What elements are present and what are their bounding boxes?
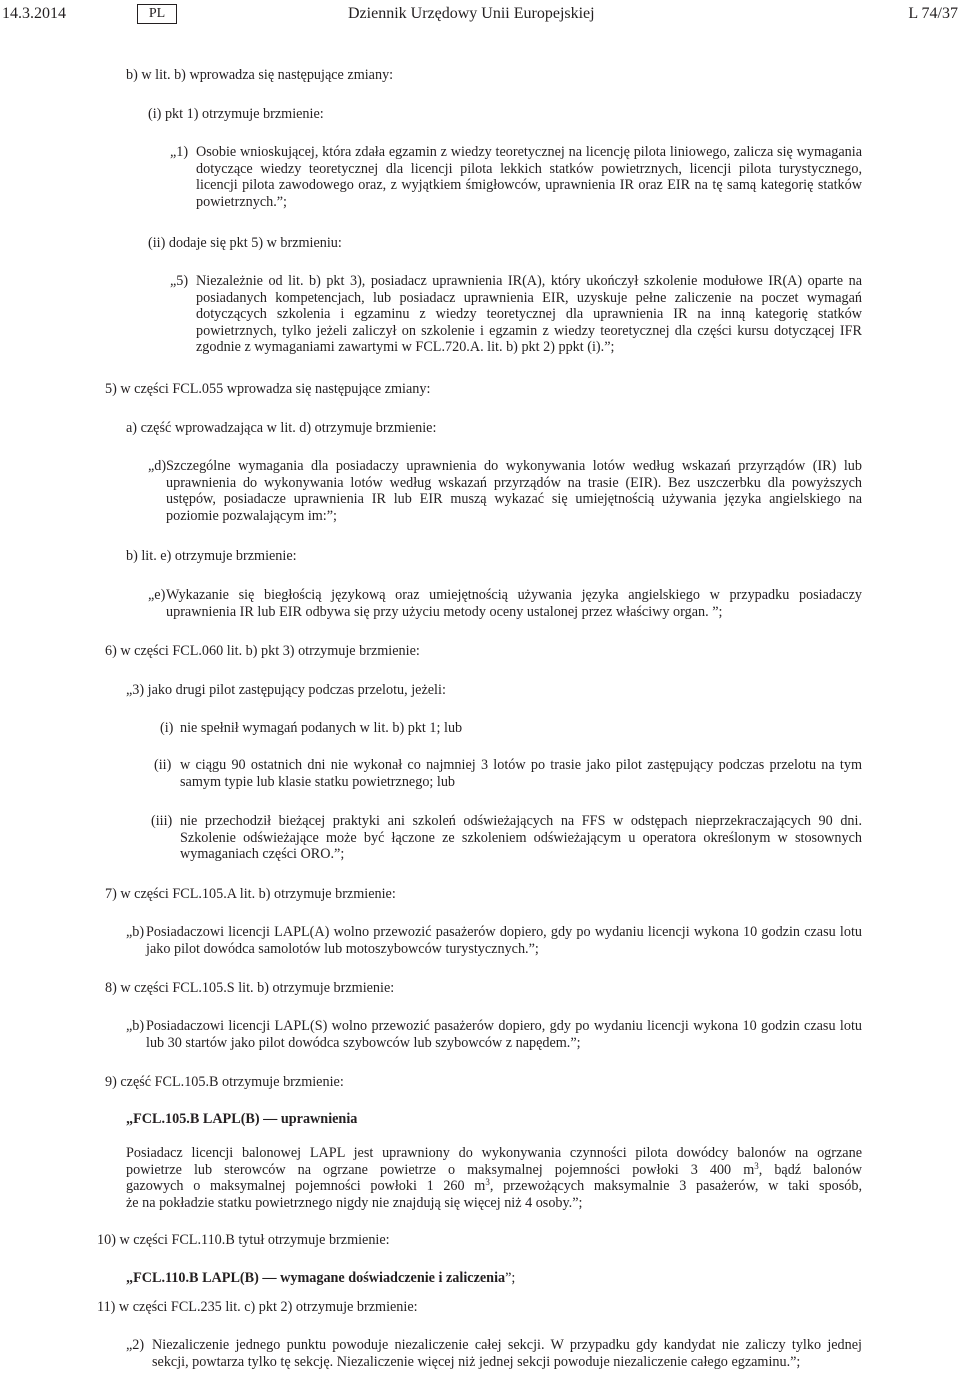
sub-item-i: nie spełnił wymagań podanych w lit. b) pkt 1; lub: [180, 720, 463, 736]
journal-title: Dziennik Urzędowy Unii Europejskiej: [348, 5, 595, 22]
item-label: (ii): [154, 757, 172, 773]
item-label: (i): [160, 720, 174, 736]
quoted-point-b-laplS: Posiadaczowi licencji LAPL(S) wolno przewozić pasażerów dopiero, gdy po wydaniu licencji wykona 10 godzin czasu lotu lub 30 startów jako pilot dowódca szybowców lub szybowców z napędem.”;: [146, 1018, 862, 1051]
item-11-intro: 11) w części FCL.235 lit. c) pkt 2) otrzymuje brzmienie:: [97, 1299, 418, 1315]
item-ii-intro: (ii) dodaje się pkt 5) w brzmieniu:: [148, 235, 342, 251]
paragraph-line: że na pokładzie statku powietrznego nigdy nie znajdują się więcej niż 4 osoby.”;: [126, 1194, 583, 1211]
sub-item-ii: w ciągu 90 ostatnich dni nie wykonał co najmniej 3 lotów po trasie jako pilot zastępujący podczas przelotu na tym samym typie lub klasie statku powietrznego; lub: [180, 757, 862, 790]
quoted-point-2: Niezaliczenie jednego punktu powoduje niezaliczenie całej sekcji. W przypadku gdy kandydat nie zaliczy tylko jednej sekcji, powtarza tylko tę sekcję. Niezaliczenie więcej niż jednej sekcji powoduje niezaliczenie całego egzaminu.”;: [152, 1337, 862, 1370]
item-7-intro: 7) w części FCL.105.A lit. b) otrzymuje brzmienie:: [105, 886, 396, 902]
superscript: 3: [485, 1177, 490, 1188]
item-10-intro: 10) w części FCL.110.B tytuł otrzymuje brzmienie:: [97, 1232, 390, 1248]
quoted-point-e: Wykazanie się biegłością językową oraz umiejętnością używania języka angielskiego w przypadku posiadaczy uprawnienia IR lub EIR odbywa się przy użyciu metody oceny ustalonej przez właściwy organ. ”;: [166, 587, 862, 620]
sub-item-iii: nie przechodził bieżącej praktyki ani szkoleń odświeżających na FFS w odstępach nieprzekraczających 90 dni. Szkolenie odświeżające może być łączone ze szkoleniem odświeżającym u operatora określonym w stosownych wymaganiach części ORO.”;: [180, 813, 862, 863]
paragraph-text: , bądź balonów: [758, 1161, 862, 1178]
language-badge: PL: [137, 4, 177, 24]
item-label: „e): [148, 587, 166, 603]
section-title-bold: „FCL.110.B LAPL(B) — wymagane doświadczenie i zaliczenia: [126, 1270, 506, 1286]
quoted-point-1: Osobie wnioskującej, która zdała egzamin z wiedzy teoretycznej na licencję pilota liniowego, zalicza się wymagania dotyczące wiedzy teoretycznej dla licencji pilota lekkich statków powietrznych, licencji pilota turystycznego, licencji pilota zawodowego oraz, z wyjątkiem śmigłowców, uprawnienia IR oraz EIR na tę samą kategorię statków powietrznych.”;: [196, 144, 862, 210]
page-header: [2, 4, 958, 26]
item-b2-intro: b) lit. e) otrzymuje brzmienie:: [126, 548, 297, 564]
paragraph-line: Posiadacz licencji balonowej LAPL jest uprawniony do wykonywania czynności pilota dowódcy balonów na ogrzane: [126, 1145, 862, 1161]
item-9-intro: 9) część FCL.105.B otrzymuje brzmienie:: [105, 1074, 344, 1090]
paragraph-text: , przewożących maksymalnie 3 pasażerów, w taki sposób,: [489, 1178, 862, 1195]
item-i-intro: (i) pkt 1) otrzymuje brzmienie:: [148, 106, 324, 122]
section-title-tail: ”;: [505, 1270, 516, 1286]
paragraph-line: [126, 1178, 862, 1195]
item-label: „1): [170, 144, 189, 160]
quoted-point-3-intro: „3) jako drugi pilot zastępujący podczas przelotu, jeżeli:: [126, 682, 446, 698]
item-6-intro: 6) w części FCL.060 lit. b) pkt 3) otrzymuje brzmienie:: [105, 643, 420, 659]
publication-date: 14.3.2014: [2, 5, 66, 22]
paragraph-text: gazowych o maksymalnej pojemności powłoki 1 260 m: [126, 1178, 486, 1195]
item-label: „2): [126, 1337, 145, 1353]
item-5-intro: 5) w części FCL.055 wprowadza się następujące zmiany:: [105, 381, 431, 397]
item-8-intro: 8) w części FCL.105.S lit. b) otrzymuje brzmienie:: [105, 980, 395, 996]
quoted-point-5: Niezależnie od lit. b) pkt 3), posiadacz uprawnienia IR(A), który ukończył szkolenie modułowe IR(A) oparte na posiadanych kompetencjach, lub posiadacz uprawnienia EIR, uzyskuje pełne zaliczenie na poczet wymagań dotyczących szkolenia i egzaminu z wiedzy teoretycznej dla uprawnienia IR na inną kategorię statków powietrznych, tylko jeżeli zaliczył on szkolenie i egzamin z wiedzy teoretycznej dla części kursu dotyczącej IFR zgodnie z wymaganiami zawartymi w FCL.720.A. lit. b) pkt 2) ppkt (i).”;: [196, 273, 862, 356]
item-label: „5): [170, 273, 189, 289]
page-number: L 74/37: [908, 5, 958, 22]
item-label: (iii): [151, 813, 173, 829]
superscript: 3: [754, 1160, 759, 1171]
item-a-intro: a) część wprowadzająca w lit. d) otrzymuje brzmienie:: [126, 420, 437, 436]
quoted-point-b-laplA: Posiadaczowi licencji LAPL(A) wolno przewozić pasażerów dopiero, gdy po wydaniu licencji wykona 10 godzin czasu lotu jako pilot dowódca samolotów lub motoszybowców turystycznych.”;: [146, 924, 862, 957]
paragraph-text: powietrze lub sterowców na ogrzane powietrze o maksymalnej pojemności powłoki 3 400 m: [126, 1161, 755, 1178]
item-b-intro: b) w lit. b) wprowadza się następujące zmiany:: [126, 67, 394, 83]
fcl105b-paragraph: [126, 1145, 862, 1211]
item-label: „b): [126, 924, 145, 940]
item-label: „b): [126, 1018, 145, 1034]
section-title-fcl105b: „FCL.105.B LAPL(B) — uprawnienia: [126, 1111, 358, 1127]
paragraph-line: [126, 1162, 862, 1179]
item-label: „d): [148, 458, 167, 474]
section-title-fcl110b: [126, 1270, 515, 1287]
quoted-point-d: Szczególne wymagania dla posiadaczy uprawnienia do wykonywania lotów według wskazań przyrządów (IR) lub uprawnienia do wykonywania lotów według wskazań przyrządów na trasie (EIR). Bez uszczerbku dla powyższych ustępów, posiadacze uprawnienia IR lub EIR muszą wykazać się umiejętnością używania języka angielskiego na poziomie pozwalającym im:”;: [166, 458, 862, 524]
